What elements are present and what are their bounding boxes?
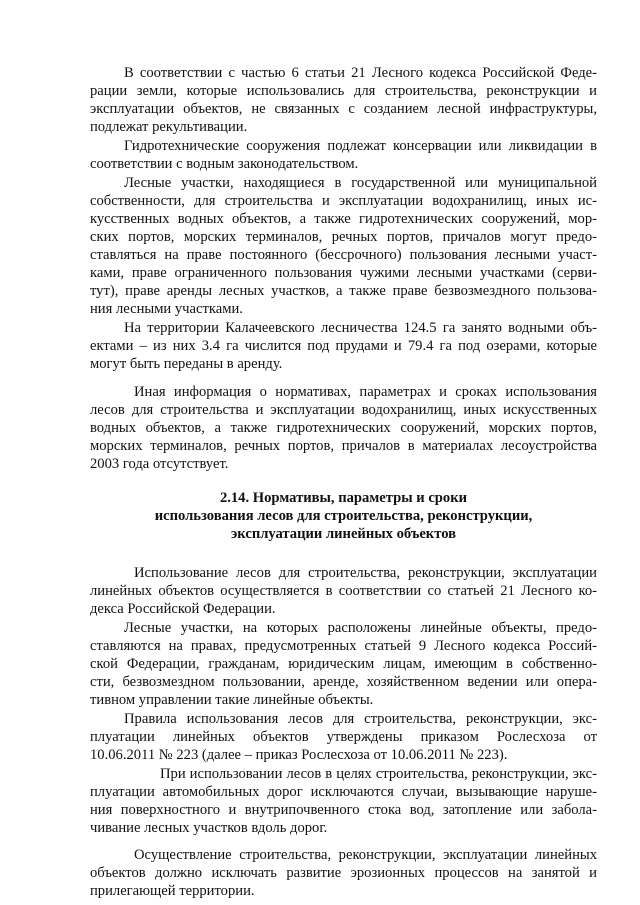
paragraph-line: могут быть переданы в аренду. [90, 356, 283, 372]
section-heading: эксплуатации линейных объектов [230, 526, 457, 542]
paragraph-line: В соответствии с частью 6 статьи 21 Лесного кодекса Российской Феде- [124, 65, 597, 81]
paragraph-line: ния лесными участками. [90, 301, 243, 317]
paragraph-line: морских терминалов, речных портов, причалов в материалах лесоустройства [90, 438, 597, 454]
paragraph-line: линейных объектов осуществляется в соответствии со статьей 21 Лесного ко- [90, 583, 597, 599]
paragraph-line: Использование лесов для строительства, реконструкции, эксплуатации [134, 565, 597, 581]
paragraph-line: лесов для строительства и эксплуатации водохранилищ, иных искусственных [90, 402, 597, 418]
paragraph-line: плуатации автомобильных дорог исключаются случаи, вызывающие наруше- [90, 784, 597, 800]
paragraph-line: ектами – из них 3.4 га числится под прудами и 79.4 га под озерами, которые [90, 338, 597, 354]
paragraph-line: тивном управлении такие линейные объекты. [90, 692, 374, 708]
paragraph-line: На территории Калачеевского лесничества 124.5 га занято водными объ- [124, 320, 597, 336]
paragraph-line: Лесные участки, на которых расположены линейные объекты, предо- [124, 620, 597, 636]
paragraph-line: ставляться на праве постоянного (бессрочного) пользования лесными участ- [90, 247, 597, 263]
paragraph-line: подлежат рекультивации. [90, 119, 248, 135]
paragraph-line: плуатации линейных объектов утверждены приказом Рослесхоза от [90, 729, 597, 745]
paragraph-line: 2003 года отсутствует. [90, 456, 229, 472]
paragraph-line: Иная информация о нормативах, параметрах и сроках использования [134, 384, 597, 400]
paragraph-line: ками, праве ограниченного пользования чужими лесными участками (серви- [90, 265, 597, 281]
paragraph-line: собственности, для строительства и эксплуатации водохранилищ, иных ис- [90, 193, 597, 209]
paragraph-line: При использовании лесов в целях строительства, реконструкции, экс- [160, 766, 597, 782]
paragraph-line: тут), праве аренды лесных участков, а также праве безвозмездного пользова- [90, 283, 597, 299]
paragraph-line: Осуществление строительства, реконструкции, эксплуатации линейных [134, 847, 597, 863]
paragraph-line: Гидротехнические сооружения подлежат консервации или ликвидации в [124, 138, 597, 154]
paragraph-line: эксплуатации объектов, не связанных с созданием лесной инфраструктуры, [90, 101, 597, 117]
paragraph-line: декса Российской Федерации. [90, 601, 276, 617]
paragraph-line: рации земли, которые использовались для строительства, реконструкции и [90, 83, 597, 99]
section-heading: 2.14. Нормативы, параметры и сроки [219, 490, 468, 506]
paragraph-line: соответствии с водным законодательством. [90, 156, 359, 172]
paragraph-line: ской Федерации, гражданам, юридическим лицам, имеющим в собственно- [90, 656, 597, 672]
paragraph-line: сти, безвозмездном пользовании, аренде, хозяйственном ведении или опера- [90, 674, 597, 690]
paragraph-line: ния поверхностного и внутрипочвенного стока вод, затопление или забола- [90, 802, 597, 818]
paragraph-line: Правила использования лесов для строительства, реконструкции, экс- [124, 711, 597, 727]
paragraph-line: Лесные участки, находящиеся в государственной или муниципальной [124, 175, 597, 191]
paragraph-line: прилегающей территории. [90, 883, 255, 899]
paragraph-line: ставляются на правах, предусмотренных статьей 9 Лесного кодекса Россий- [90, 638, 597, 654]
paragraph-line: кусственных водных объектов, а также гидротехнических сооружений, мор- [90, 211, 597, 227]
section-heading: использования лесов для строительства, реконструкции, [154, 508, 533, 524]
paragraph-line: чивание лесных участков вдоль дорог. [90, 820, 328, 836]
paragraph-line: 10.06.2011 № 223 (далее – приказ Рослесхоза от 10.06.2011 № 223). [90, 747, 508, 763]
paragraph-line: водных объектов, а также гидротехнических сооружений, морских портов, [90, 420, 597, 436]
paragraph-line: ских портов, морских терминалов, речных портов, причалов могут предо- [90, 229, 597, 245]
paragraph-line: объектов должно исключать развитие эрозионных процессов на занятой и [90, 865, 597, 881]
